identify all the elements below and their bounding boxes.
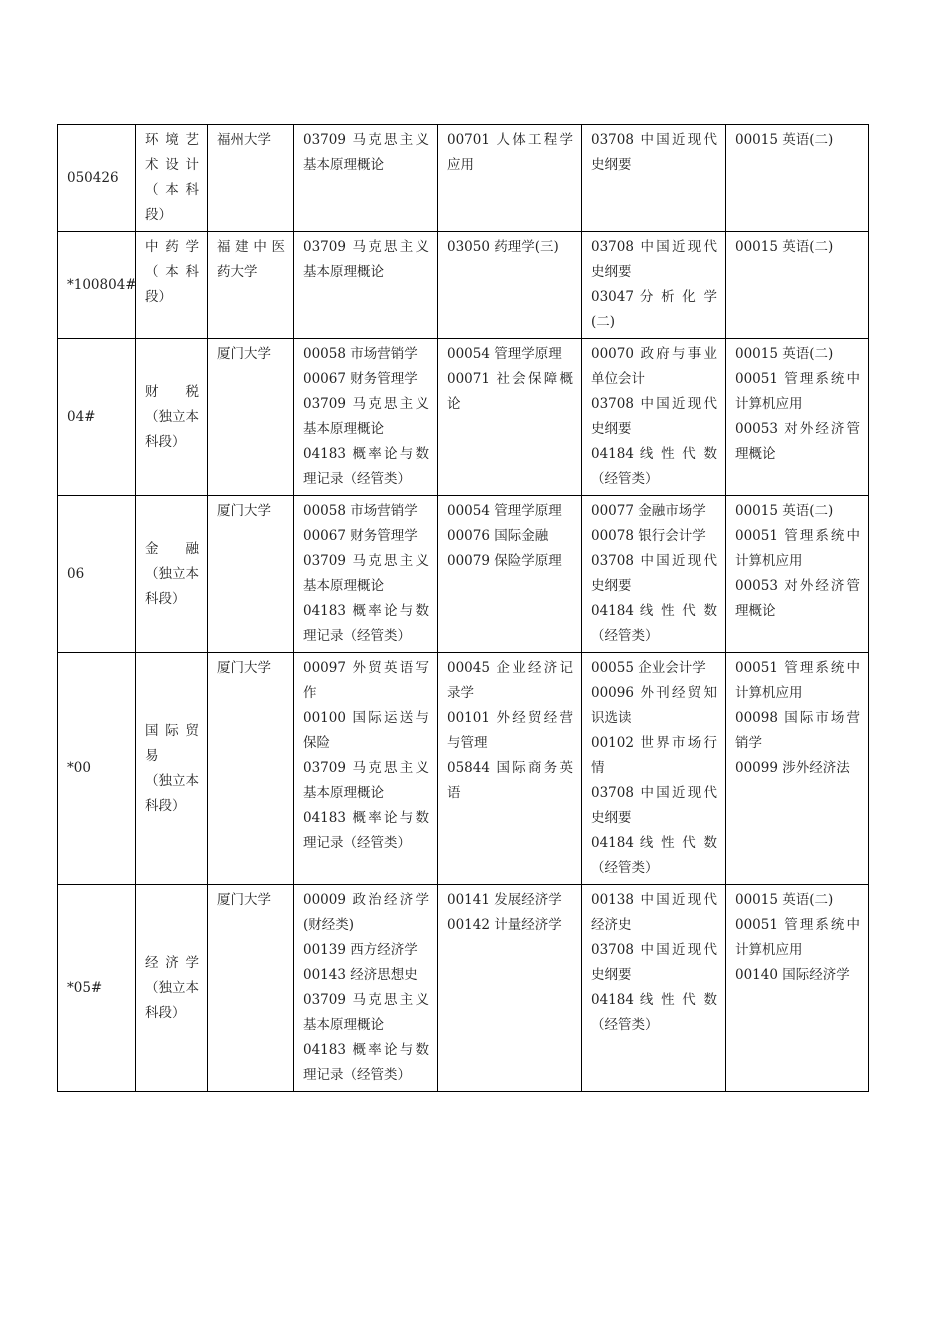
course-line: 00100 国际运送与 [303,710,429,726]
course-line: 04184 线 性 代 数 [591,835,717,851]
course-entry [591,549,717,599]
major-name-line: 科段） [145,590,186,607]
course-line: 00054 管理学原理 [447,503,562,519]
course-entry [303,549,429,599]
course-line: 03708 中国近现代 [591,553,717,569]
course-line: 录学 [447,685,474,701]
course-entry [735,367,860,417]
course-line: 00097 外贸英语写 [303,660,429,676]
major-name-cell [136,232,208,339]
course-cell-col2 [438,232,582,339]
course-line: 03708 中国近现代 [591,942,717,958]
course-line: 史纲要 [591,421,632,437]
course-line: 计算机应用 [735,396,803,412]
course-line: 理记录（经管类） [303,1067,411,1083]
major-name-line: 段） [145,207,172,223]
course-line: 00067 财务管理学 [303,528,418,544]
course-line: 计算机应用 [735,553,803,569]
course-entry [591,656,717,681]
major-name-line: 中药学 [145,239,199,255]
major-code: *100804# [67,276,137,293]
school-cell [208,125,294,232]
major-name-cell [136,339,208,496]
school-cell [208,496,294,653]
major-name-line: （独立本 [145,408,199,425]
school-name: 福州大学 [217,132,271,148]
major-name-line: 国 际 贸 [145,722,199,739]
course-line: 00054 管理学原理 [447,346,562,362]
school-name: 厦门大学 [217,503,271,519]
major-name-line: 金融 [145,540,199,557]
course-line: 00053 对外经济管 [735,421,860,437]
course-line: 03709 马克思主义 [303,132,429,148]
course-line: （经管类） [591,1017,659,1033]
school-cell [208,653,294,885]
table-row [58,653,869,885]
course-line: 00077 金融市场学 [591,503,706,519]
course-line: 与管理 [447,735,488,751]
course-line: 00009 政治经济学 [303,892,429,908]
course-line: 基本原理概论 [303,1017,384,1033]
course-line: 05844 国际商务英 [447,760,573,776]
course-line: 00139 西方经济学 [303,942,418,958]
course-entry [447,524,573,549]
course-line: 00076 国际金融 [447,528,549,544]
major-name-line: （ 本 科 [145,182,199,198]
course-line: 理记录（经管类） [303,471,411,487]
course-line: 00055 企业会计学 [591,660,706,676]
course-entry [735,342,860,367]
course-line: 应用 [447,157,474,173]
course-entry [447,656,573,706]
course-line: 语 [447,785,461,801]
course-entry [303,599,429,649]
major-code: *05# [67,979,103,996]
table-row [58,339,869,496]
course-cell-col2 [438,653,582,885]
course-entry [735,524,860,574]
major-name-cell [136,653,208,885]
course-entry [303,888,429,938]
course-cell-col3 [582,885,726,1092]
course-line: 作 [303,685,317,701]
major-name-cell [136,496,208,653]
course-line: 论 [447,396,461,412]
course-line: 基本原理概论 [303,264,384,280]
course-line: 史纲要 [591,157,632,173]
course-entry [591,681,717,731]
course-line: 04184 线 性 代 数 [591,603,717,619]
course-cell-col3 [582,125,726,232]
course-line: 03708 中国近现代 [591,132,717,148]
course-entry [591,128,717,178]
course-line: 00143 经济思想史 [303,967,418,983]
course-entry [591,988,717,1038]
course-entry [303,656,429,706]
course-entry [591,442,717,492]
course-line: 00071 社会保障概 [447,371,573,387]
major-name-line: 科段） [145,1004,186,1021]
major-code-cell [58,232,136,339]
course-line: 00142 计量经济学 [447,917,562,933]
course-line: 03047 分 析 化 学 [591,289,717,305]
course-entry [303,128,429,178]
major-name-line: 术 设 计 [145,157,199,173]
course-cell-col4 [726,232,869,339]
course-entry [303,499,429,524]
course-cell-col3 [582,653,726,885]
course-entry [591,731,717,781]
school-name: 厦门大学 [217,346,271,362]
school-name: 厦门大学 [217,892,271,908]
course-line: 00701 人体工程学 [447,132,573,148]
course-line: 情 [591,760,605,776]
course-entry [447,235,573,260]
course-line: 00015 英语(二) [735,346,834,362]
course-line: 00067 财务管理学 [303,371,418,387]
course-entry [735,656,860,706]
course-entry [735,235,860,260]
major-name-line: （独立本 [145,565,199,582]
major-name-cell [136,885,208,1092]
course-entry [447,499,573,524]
course-entry [303,524,429,549]
major-code-cell [58,339,136,496]
course-entry [735,417,860,467]
course-entry [591,285,717,335]
major-name-line: 经济学 [145,954,199,971]
course-cell-col4 [726,339,869,496]
major-name-line: （独立本 [145,772,199,789]
course-entry [735,128,860,153]
course-line: 经济史 [591,917,632,933]
course-line: 00051 管理系统中 [735,371,860,387]
course-entry [303,367,429,392]
course-line: 03050 药理学(三) [447,239,559,255]
course-cell-col4 [726,653,869,885]
major-code-cell [58,125,136,232]
major-code: 04# [67,408,96,425]
course-entry [303,392,429,442]
course-line: 00102 世界市场行 [591,735,717,751]
major-name-line: （ 本 科 [145,264,199,280]
school-cell [208,885,294,1092]
table-row [58,125,869,232]
course-entry [447,756,573,806]
course-entry [303,235,429,285]
course-line: 04184 线 性 代 数 [591,992,717,1008]
course-line: 00140 国际经济学 [735,967,850,983]
course-line: 00079 保险学原理 [447,553,562,569]
major-code: *00 [67,760,91,776]
major-code-cell [58,653,136,885]
table-body [58,125,869,1092]
table-row [58,885,869,1092]
major-name-line: 科段） [145,433,186,450]
major-name-line: 段） [145,289,172,305]
course-cell-col1 [294,496,438,653]
course-cell-col4 [726,885,869,1092]
course-entry [591,888,717,938]
course-line: （经管类） [591,471,659,487]
course-cell-col2 [438,885,582,1092]
course-line: 00051 管理系统中 [735,660,860,676]
course-entry [447,888,573,913]
course-line: 00015 英语(二) [735,892,834,908]
school-name: 厦门大学 [217,660,271,676]
course-line: 计算机应用 [735,685,803,701]
course-entry [735,913,860,963]
major-name-line: （独立本 [145,979,199,996]
course-cell-col2 [438,496,582,653]
course-line: 03708 中国近现代 [591,785,717,801]
course-entry [447,549,573,574]
course-line: 00096 外刊经贸知 [591,685,717,701]
course-entry [447,706,573,756]
course-entry [591,938,717,988]
course-line: 00058 市场营销学 [303,503,418,519]
course-line: 史纲要 [591,578,632,594]
major-name-line: 财税 [145,383,199,400]
course-line: 00058 市场营销学 [303,346,418,362]
course-cell-col1 [294,339,438,496]
major-code: 06 [67,565,85,582]
course-line: 00101 外经贸经营 [447,710,573,726]
course-line: 00053 对外经济管 [735,578,860,594]
school-name: 福 建 中 医 药大学 [217,239,285,280]
course-entry [303,756,429,806]
course-line: 识选读 [591,710,632,726]
course-cell-col1 [294,232,438,339]
course-cell-col4 [726,125,869,232]
course-cell-col2 [438,125,582,232]
course-line: 00015 英语(二) [735,132,834,148]
course-line: 保险 [303,735,330,751]
course-line: 00078 银行会计学 [591,528,706,544]
course-line: （经管类） [591,628,659,644]
course-line: 00051 管理系统中 [735,917,860,933]
course-line: 00099 涉外经济法 [735,760,850,776]
course-entry [303,342,429,367]
course-line: （经管类） [591,860,659,876]
major-name-line: 环 境 艺 [145,132,199,148]
course-line: 理概论 [735,446,776,462]
course-line: 03709 马克思主义 [303,396,429,412]
course-entry [591,831,717,881]
course-line: 史纲要 [591,264,632,280]
course-line: 04183 概率论与数 [303,1042,429,1058]
course-cell-col3 [582,339,726,496]
course-line: 04183 概率论与数 [303,446,429,462]
course-line: 史纲要 [591,810,632,826]
course-entry [735,963,860,988]
course-cell-col3 [582,496,726,653]
course-cell-col2 [438,339,582,496]
course-line: (二) [591,314,616,330]
course-entry [303,442,429,492]
major-code-cell [58,496,136,653]
course-line: 00141 发展经济学 [447,892,562,908]
course-cell-col1 [294,125,438,232]
course-entry [447,367,573,417]
course-line: 基本原理概论 [303,578,384,594]
course-entry [735,888,860,913]
course-entry [591,392,717,442]
course-line: 00070 政府与事业 [591,346,717,362]
course-entry [591,781,717,831]
course-line: 03708 中国近现代 [591,396,717,412]
course-entry [591,524,717,549]
course-line: 计算机应用 [735,942,803,958]
course-line: 00098 国际市场营 [735,710,860,726]
course-cell-col4 [726,496,869,653]
course-line: 史纲要 [591,967,632,983]
course-line: 03709 马克思主义 [303,553,429,569]
course-entry [447,128,573,178]
major-name-line: 科段） [145,797,186,814]
course-entry [735,706,860,756]
course-line: 基本原理概论 [303,157,384,173]
course-entry [303,938,429,963]
course-entry [303,988,429,1038]
course-entry [735,574,860,624]
course-line: 理记录（经管类） [303,835,411,851]
course-line: 00051 管理系统中 [735,528,860,544]
course-entry [447,913,573,938]
course-line: 销学 [735,735,762,751]
course-line: 00138 中国近现代 [591,892,717,908]
course-entry [591,499,717,524]
major-code-cell [58,885,136,1092]
table-row [58,232,869,339]
course-line: 理概论 [735,603,776,619]
course-entry [303,706,429,756]
course-entry [591,342,717,392]
major-name-line: 易 [145,747,159,764]
course-line: 00015 英语(二) [735,503,834,519]
course-line: 03708 中国近现代 [591,239,717,255]
course-cell-col1 [294,885,438,1092]
course-line: 04183 概率论与数 [303,603,429,619]
course-entry [303,963,429,988]
course-entry [447,342,573,367]
course-cell-col3 [582,232,726,339]
course-entry [735,499,860,524]
course-line: (财经类) [303,917,355,933]
course-line: 03709 马克思主义 [303,992,429,1008]
exam-schedule-table [57,124,869,1092]
course-line: 04184 线 性 代 数 [591,446,717,462]
course-line: 基本原理概论 [303,785,384,801]
course-line: 00045 企业经济记 [447,660,573,676]
course-entry [591,599,717,649]
table-row [58,496,869,653]
course-line: 03709 马克思主义 [303,239,429,255]
school-cell [208,339,294,496]
school-cell [208,232,294,339]
course-entry [303,1038,429,1088]
course-line: 04183 概率论与数 [303,810,429,826]
course-line: 00015 英语(二) [735,239,834,255]
course-cell-col1 [294,653,438,885]
major-name-cell [136,125,208,232]
major-code: 050426 [67,169,119,186]
course-line: 单位会计 [591,371,645,387]
course-line: 理记录（经管类） [303,628,411,644]
course-entry [591,235,717,285]
course-entry [735,756,860,781]
course-line: 03709 马克思主义 [303,760,429,776]
course-line: 基本原理概论 [303,421,384,437]
course-entry [303,806,429,856]
